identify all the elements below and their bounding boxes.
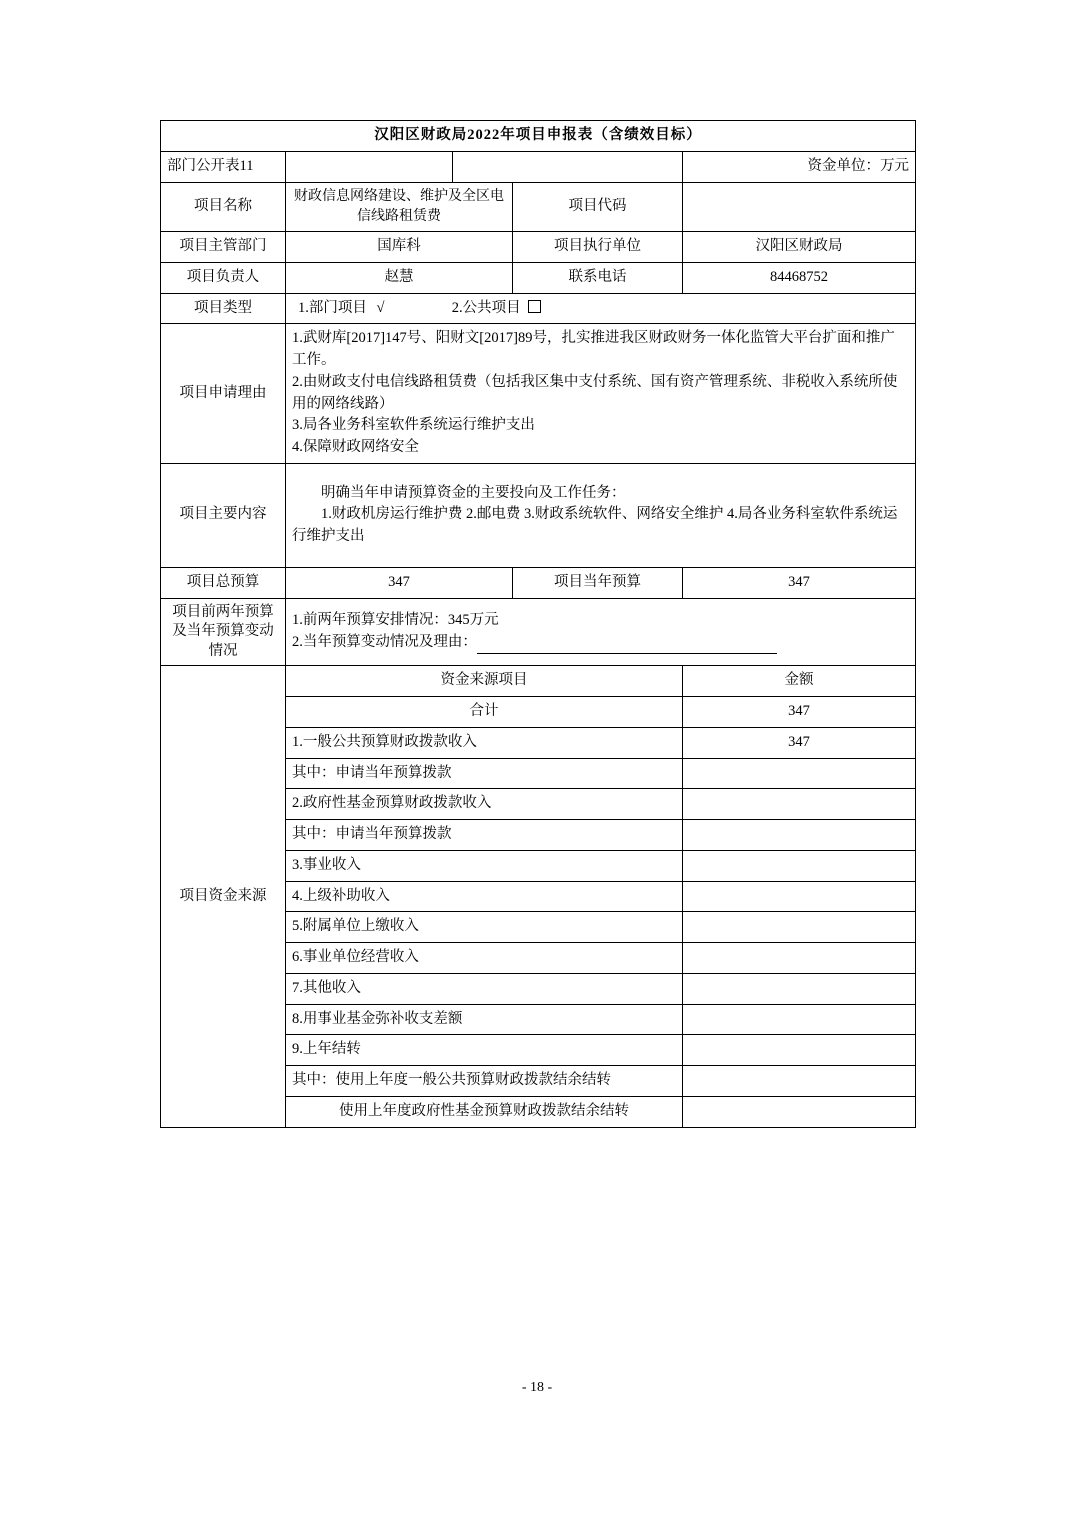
project-type-option-1-check[interactable]: √ — [376, 299, 385, 316]
project-type-option-2-label: 2.公共项目 — [451, 299, 521, 316]
source-amount — [683, 820, 916, 851]
reason-label: 项目申请理由 — [161, 324, 286, 464]
spacer-cell-1 — [286, 151, 453, 182]
year-budget-value: 347 — [683, 567, 916, 598]
source-item: 5.附属单位上缴收入 — [286, 912, 683, 943]
owner-value: 赵慧 — [286, 262, 513, 293]
project-code-label: 项目代码 — [513, 182, 683, 232]
source-amount — [683, 912, 916, 943]
budget-row — [161, 567, 916, 598]
reason-line-3: 3.局各业务科室软件系统运行维护支出 — [292, 417, 535, 434]
source-item: 2.政府性基金预算财政拨款收入 — [286, 789, 683, 820]
total-budget-value: 347 — [286, 567, 513, 598]
prev-budget-row — [161, 598, 916, 666]
project-name-label: 项目名称 — [161, 182, 286, 232]
project-type-option-2 — [452, 300, 542, 316]
phone-value: 84468752 — [683, 262, 916, 293]
project-name-value: 财政信息网络建设、维护及全区电信线路租赁费 — [286, 182, 513, 232]
project-type-label: 项目类型 — [161, 293, 286, 324]
content-line-2: 1.财政机房运行维护费 2.邮电费 3.财政系统软件、网络安全维护 4.局各业务科室软件系统运行维护支出 — [292, 506, 898, 545]
source-amount — [683, 789, 916, 820]
reason-content — [286, 324, 916, 464]
dept-value: 国库科 — [286, 232, 513, 263]
source-amount — [683, 973, 916, 1004]
source-header-item: 资金来源项目 — [286, 666, 683, 697]
source-item: 其中：申请当年预算拨款 — [286, 820, 683, 851]
source-item: 其中：申请当年预算拨款 — [286, 758, 683, 789]
content-line-1: 明确当年申请预算资金的主要投向及工作任务： — [321, 484, 626, 501]
prev-budget-label: 项目前两年预算及当年预算变动情况 — [161, 598, 286, 666]
phone-label: 联系电话 — [513, 262, 683, 293]
source-amount — [683, 758, 916, 789]
content-row — [161, 463, 916, 567]
source-item: 7.其他收入 — [286, 973, 683, 1004]
source-item: 其中：使用上年度一般公共预算财政拨款结余结转 — [286, 1066, 683, 1097]
source-amount — [683, 1096, 916, 1127]
table-number: 部门公开表11 — [161, 151, 286, 182]
source-header-amount: 金额 — [683, 666, 916, 697]
title-row — [161, 121, 916, 152]
owner-row — [161, 262, 916, 293]
project-type-options — [286, 293, 916, 324]
source-item: 合计 — [286, 697, 683, 728]
prev-budget-content — [286, 598, 916, 666]
year-budget-label: 项目当年预算 — [513, 567, 683, 598]
project-type-row — [161, 293, 916, 324]
spacer-cell-2 — [453, 151, 683, 182]
prev-budget-line-2 — [292, 632, 909, 654]
department-row — [161, 232, 916, 263]
prev-budget-fill-line[interactable] — [477, 638, 777, 654]
dept-label: 项目主管部门 — [161, 232, 286, 263]
reason-line-2: 2.由财政支付电信线路租赁费（包括我区集中支付系统、国有资产管理系统、非税收入系统所使用的网络线路） — [292, 373, 898, 412]
prev-budget-line-1: 1.前两年预算安排情况：345万元 — [292, 612, 499, 629]
content-label: 项目主要内容 — [161, 463, 286, 567]
project-code-value — [683, 182, 916, 232]
page-title: 汉阳区财政局2022年项目申报表（含绩效目标） — [161, 121, 916, 152]
exec-unit-label: 项目执行单位 — [513, 232, 683, 263]
project-declaration-table — [160, 120, 916, 1128]
source-amount — [683, 881, 916, 912]
table-no-row — [161, 151, 916, 182]
source-item: 9.上年结转 — [286, 1035, 683, 1066]
prev-budget-line-2-label: 2.当年预算变动情况及理由： — [292, 633, 477, 650]
project-type-option-1-label: 1.部门项目 — [298, 299, 367, 316]
total-budget-label: 项目总预算 — [161, 567, 286, 598]
project-name-row — [161, 182, 916, 232]
page-number: - 18 - — [521, 1380, 553, 1395]
source-item: 3.事业收入 — [286, 850, 683, 881]
content-body — [286, 463, 916, 567]
source-amount — [683, 1035, 916, 1066]
owner-label: 项目负责人 — [161, 262, 286, 293]
source-item: 4.上级补助收入 — [286, 881, 683, 912]
source-amount — [683, 1004, 916, 1035]
source-item: 8.用事业基金弥补收支差额 — [286, 1004, 683, 1035]
reason-line-1: 1.武财库[2017]147号、阳财文[2017]89号，扎实推进我区财政财务一体化监管大平台扩面和推广工作。 — [292, 330, 895, 369]
source-amount: 347 — [683, 697, 916, 728]
project-type-option-1 — [298, 300, 388, 316]
source-header-row — [161, 666, 916, 697]
exec-unit-value: 汉阳区财政局 — [683, 232, 916, 263]
source-item: 1.一般公共预算财政拨款收入 — [286, 727, 683, 758]
source-amount — [683, 1066, 916, 1097]
reason-line-4: 4.保障财政网络安全 — [292, 439, 419, 456]
source-amount — [683, 943, 916, 974]
reason-row — [161, 324, 916, 464]
source-amount — [683, 850, 916, 881]
checkbox-icon[interactable] — [528, 300, 541, 313]
source-item: 使用上年度政府性基金预算财政拨款结余结转 — [286, 1096, 683, 1127]
report-table-wrapper — [160, 120, 915, 1128]
source-label: 项目资金来源 — [161, 666, 286, 1127]
unit-note: 资金单位：万元 — [683, 151, 916, 182]
source-item: 6.事业单位经营收入 — [286, 943, 683, 974]
source-amount: 347 — [683, 727, 916, 758]
